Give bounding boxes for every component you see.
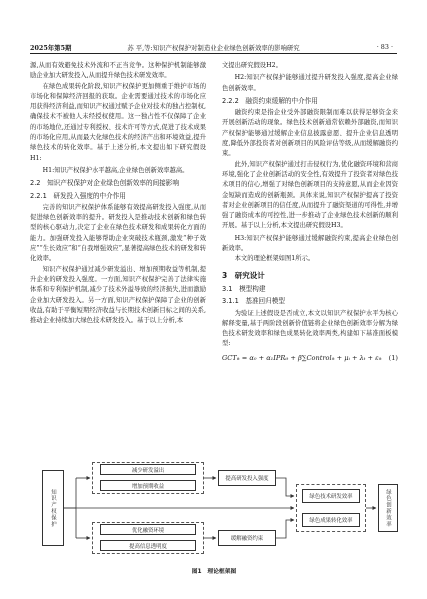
paragraph: 此外,知识产权保护通过打击侵权行为,优化融资环境和营商环境,强化了企业创新活动的安全性,有效提升了投资者对绿色技术项目的信心,增强了对绿色创新项目的支持意愿,从而企业因资金短缺而造成的创新瓶颈。具体来说,知识产权保护提高了投资者对企业创新项目的信任度,从而提升了融资渠道的可得性,并增强了融资成本的可控性,进一步推动了企业绿色技术创新的顺利开展。基于以上分析,本文提出研究假设H3。 — [222, 160, 398, 230]
equation — [222, 353, 398, 363]
paragraph: 完善的知识产权保护体系能够有效提高研发投入强度,从而促进绿色创新效率的提升。研发投入是推动技术创新和绿色转型的核心驱动力,决定了企业在绿色技术研发和成果转化方面的能力。加强研发投入能够帮助企业突破技术瓶颈,激发“种子效应”“生长效应”和“自我增强效应”,显著提高绿色技术的研发和转化效率。 — [30, 203, 206, 263]
rd-intensity-box: 提高研发投入强度 — [218, 470, 276, 486]
section-title: 3 研究设计 — [222, 270, 265, 280]
hypothesis: H3:知识产权保护能够通过缓解融资约束,提高企业绿色创新效率。 — [222, 234, 398, 253]
section-heading: 2.2.2 融资约束缓解的中介作用 — [222, 96, 318, 105]
header-rule — [30, 53, 397, 54]
hypothesis: H2:知识产权保护能够通过提升研发投入强度,提高企业绿色创新效率。 — [222, 74, 398, 92]
section-heading: 2.2.1 研发投入强度的中介作用 — [30, 191, 126, 200]
gie-box: 绿色创新效率 — [378, 484, 398, 532]
tech-rd-efficiency-box: 绿色技术研发效率 — [302, 489, 360, 503]
paragraph: 本文的理论框架如图1所示。 — [234, 255, 315, 263]
equation-number: (1) — [388, 353, 398, 362]
reduce-spillover-box: 减少研发溢出 — [100, 464, 196, 475]
section-heading: 3.1.1 基准回归模型 — [222, 297, 285, 306]
right-column — [222, 61, 398, 363]
paragraph: 为验证上述假设是否成立,本文以知识产权保护水平为核心解释变量,基于两阶段创新价值链将企业绿色创新效率分解为绿色技术研发效率和绿色成果转化效率两类,构建如下基准面板模型: — [222, 309, 398, 348]
left-column — [30, 61, 206, 326]
hypothesis: H1:知识产权保护水平越高,企业绿色创新效率越高。 — [42, 166, 189, 174]
transparency-box: 提高信息透明度 — [100, 540, 196, 551]
running-title: 苏 平,等:知识产权保护对制造业企业绿色创新效率的影响研究 — [127, 44, 300, 52]
section-heading: 2.2 知识产权保护对企业绿色创新效率的间接影响 — [30, 179, 179, 188]
optimize-env-box: 优化融资环境 — [100, 524, 196, 535]
ipr-box: 知识产权保护 — [42, 470, 64, 546]
paragraph: 在绿色成果转化阶段,知识产权保护更加侧重于维护市场的市场化和保障经济回报的获取。企业需要通过技术的市场化应用获得经济利益,而知识产权通过赋予企业对技术的独占控制权,确保技术不被他人未经授权使用。这一独占性不仅保障了企业的市场地位,还通过专利授权、技术许可等方式,促进了技术成果的市场化应用,从而最大化绿色技术的经济产出和环境效益,提升绿色技术的转化效率。基于上述分析,本文提出如下研究假设H1: — [30, 82, 206, 162]
journal-issue: 2025年第5期 — [30, 44, 72, 52]
page-number: · 83 · — [376, 43, 393, 51]
financing-box: 缓解融资约束 — [218, 530, 276, 546]
figure-caption: 图1 理论框架图 — [191, 569, 237, 575]
paragraph: 文提出研究假设H2。 — [222, 62, 282, 69]
increase-returns-box: 增加预期收益 — [100, 480, 196, 491]
figure-theoretical-framework — [28, 456, 400, 576]
section-heading: 3.1 模型构建 — [222, 284, 266, 293]
transform-efficiency-box: 绿色成果转化效率 — [302, 513, 360, 527]
equation-body: GCTᵢₜ = α₀ + α₁IPRᵢₜ + β∑Controlᵢₜ + μᵢ + λₜ + εᵢₜ — [222, 353, 382, 362]
paragraph: 融资约束是指企业受外部融资限制而难以获得足够资金来开展创新活动的现象。绿色技术创新通常依赖外部融资,而知识产权保护能够通过缓解企业信息披露意愿、提升企业信息透明度,降低外部投资者对创新项目的风险评估等级,从而缓解融资约束。 — [222, 109, 398, 158]
paragraph: 知识产权保护通过减少研发溢出、增加预期收益等机制,提升企业的研发投入强度。一方面,知识产权保护完善了法律实施体系和专利保护机制,减少了技术外溢导致的经济损失,进而激励企业加大研发投入。另一方面,知识产权保护保障了企业的创新收益,有助于平衡短期经济收益与长期技术创新目标之间的关系,推动企业持续加大绿色技术研发投入。基于以上分析,本 — [30, 265, 206, 325]
paragraph: 源,从而有效避免技术外流和不正当竞争。这种保护机制能够激励企业加大研发投入,从而提升绿色技术研发效率。 — [30, 62, 206, 80]
